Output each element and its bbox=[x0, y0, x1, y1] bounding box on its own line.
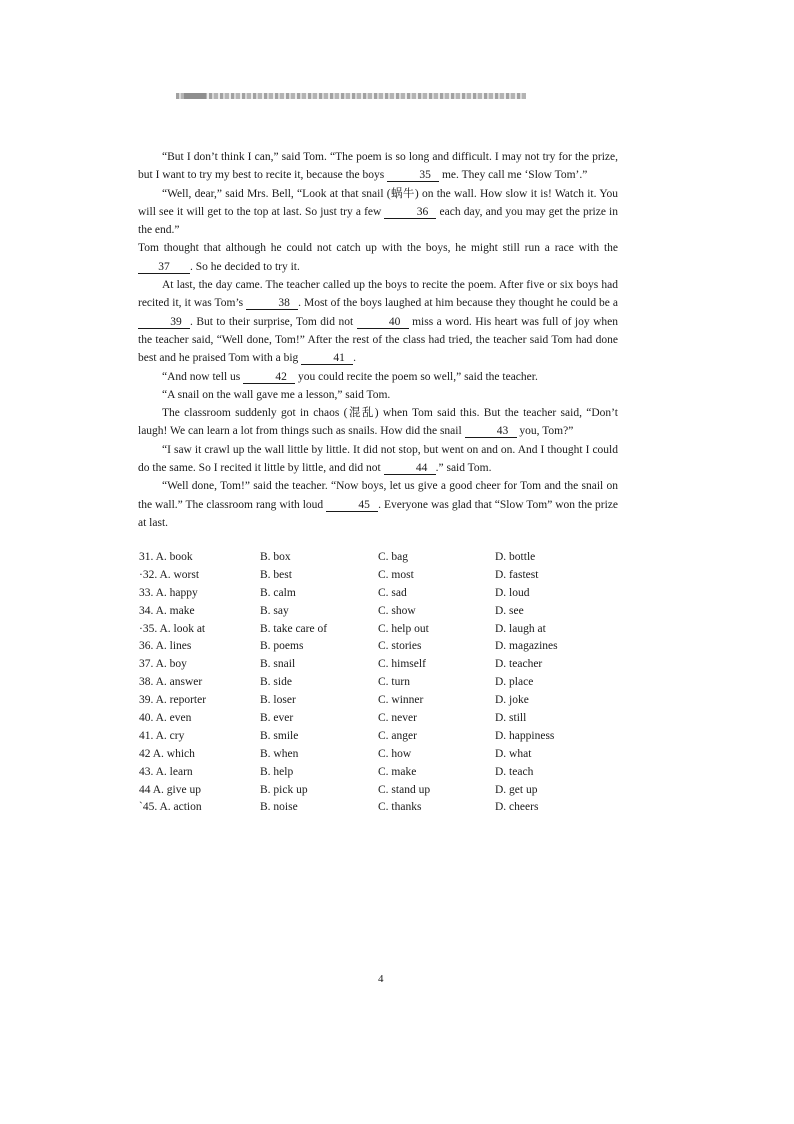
passage-text: “And now tell us bbox=[162, 370, 244, 383]
option-a: 42 A. which bbox=[139, 747, 195, 760]
option-a: 43. A. learn bbox=[139, 765, 193, 778]
passage-text: . Most of the boys laughed at him because they thought he could be a bbox=[298, 297, 618, 310]
option-b: B. ever bbox=[260, 712, 294, 725]
scan-header-artifact bbox=[176, 93, 526, 99]
reading-passage bbox=[138, 148, 618, 532]
passage-text: me. They call me ‘Slow Tom’.” bbox=[439, 169, 588, 182]
option-d: D. magazines bbox=[495, 640, 558, 653]
option-d: D. loud bbox=[495, 586, 530, 599]
passage-paragraph bbox=[138, 477, 618, 532]
option-a: ·32. A. worst bbox=[139, 568, 200, 581]
passage-text: “But I don’t think I can,” said Tom. “The poem is so long and difficult. I may not try for the prize, but I want to try my best to recite it, because the boys bbox=[138, 151, 618, 182]
option-a: 39. A. reporter bbox=[139, 694, 207, 707]
question-row bbox=[139, 587, 619, 605]
answer-options bbox=[139, 551, 619, 819]
passage-paragraph bbox=[138, 148, 618, 185]
option-a: 44 A. give up bbox=[139, 783, 201, 796]
answer-blank: 37 bbox=[138, 261, 190, 274]
answer-blank: 44 bbox=[384, 462, 436, 475]
passage-paragraph bbox=[138, 386, 618, 404]
option-c: C. most bbox=[378, 568, 414, 581]
option-a: 40. A. even bbox=[139, 712, 192, 725]
option-a: 34. A. make bbox=[139, 604, 195, 617]
option-a: 38. A. answer bbox=[139, 676, 203, 689]
option-c: C. sad bbox=[378, 586, 407, 599]
option-c: C. help out bbox=[378, 622, 429, 635]
option-d: D. see bbox=[495, 604, 524, 617]
option-b: B. snail bbox=[260, 658, 296, 671]
option-b: B. help bbox=[260, 765, 294, 778]
answer-blank: 40 bbox=[357, 316, 409, 329]
answer-blank: 39 bbox=[138, 316, 190, 329]
passage-paragraph bbox=[138, 404, 618, 441]
passage-text: Tom thought that although he could not catch up with the boys, he might still run a race with the bbox=[138, 242, 618, 255]
passage-paragraph bbox=[138, 239, 618, 276]
option-c: C. thanks bbox=[378, 801, 422, 814]
option-b: B. when bbox=[260, 747, 299, 760]
passage-text: The classroom suddenly got in chaos (混乱) when Tom said this. But the teacher said, “Don’t laugh! We can learn a lot from things such as snails. How did the snail bbox=[138, 407, 618, 438]
question-row bbox=[139, 551, 619, 569]
option-b: B. loser bbox=[260, 694, 296, 707]
question-row bbox=[139, 801, 619, 819]
passage-text: .” said Tom. bbox=[435, 462, 492, 475]
question-row bbox=[139, 658, 619, 676]
option-c: C. stand up bbox=[378, 783, 431, 796]
option-b: B. best bbox=[260, 568, 292, 581]
option-a: 37. A. boy bbox=[139, 658, 187, 671]
page-number: 4 bbox=[378, 973, 384, 985]
option-d: D. what bbox=[495, 747, 532, 760]
question-row bbox=[139, 730, 619, 748]
option-b: B. smile bbox=[260, 729, 299, 742]
question-row bbox=[139, 676, 619, 694]
option-c: C. bag bbox=[378, 551, 409, 563]
passage-text: . bbox=[353, 352, 357, 365]
passage-text: “A snail on the wall gave me a lesson,” said Tom. bbox=[162, 388, 391, 401]
option-c: C. anger bbox=[378, 729, 417, 742]
option-c: C. himself bbox=[378, 658, 426, 671]
option-a: 31. A. book bbox=[139, 551, 193, 563]
option-c: C. how bbox=[378, 747, 412, 760]
passage-text: you could recite the poem so well,” said the teacher. bbox=[295, 370, 538, 383]
passage-text: you, Tom?” bbox=[516, 425, 574, 438]
question-row bbox=[139, 640, 619, 658]
option-c: C. turn bbox=[378, 676, 410, 689]
question-row bbox=[139, 623, 619, 641]
option-d: D. cheers bbox=[495, 801, 539, 814]
option-c: C. make bbox=[378, 765, 417, 778]
passage-text: each day, and you may get the prize in the end.” bbox=[138, 205, 618, 237]
passage-paragraph bbox=[138, 368, 618, 386]
passage-text: At last, the day came. The teacher called up the boys to recite the poem. After five or six boys had recited it, it was Tom’s bbox=[138, 279, 618, 310]
option-a: 33. A. happy bbox=[139, 586, 198, 599]
option-c: C. stories bbox=[378, 640, 422, 653]
option-d: D. fastest bbox=[495, 568, 539, 581]
option-b: B. noise bbox=[260, 801, 298, 814]
option-b: B. say bbox=[260, 604, 289, 617]
question-row bbox=[139, 748, 619, 766]
option-a: 36. A. lines bbox=[139, 640, 192, 653]
option-b: B. pick up bbox=[260, 783, 308, 796]
option-d: D. bottle bbox=[495, 551, 536, 563]
answer-blank: 42 bbox=[243, 371, 295, 384]
passage-paragraph bbox=[138, 441, 618, 478]
option-b: B. calm bbox=[260, 586, 296, 599]
option-b: B. poems bbox=[260, 640, 304, 653]
passage-text: . So he decided to try it. bbox=[190, 260, 300, 273]
option-c: C. never bbox=[378, 712, 417, 725]
question-row bbox=[139, 766, 619, 784]
question-row bbox=[139, 712, 619, 730]
passage-text: “Well, dear,” said Mrs. Bell, “Look at that snail (蜗牛) on the wall. How slow it is! Watch it. You will see it will get to the top at last. So just try a few bbox=[138, 187, 618, 218]
passage-paragraph bbox=[138, 185, 618, 240]
passage-paragraph bbox=[138, 276, 618, 367]
option-a: 41. A. cry bbox=[139, 729, 185, 742]
question-row bbox=[139, 605, 619, 623]
answer-blank: 45 bbox=[326, 499, 378, 512]
passage-text: . But to their surprise, Tom did not bbox=[190, 315, 357, 328]
passage-text: . Everyone was glad that “Slow Tom” won the prize at last. bbox=[138, 498, 618, 529]
answer-blank: 36 bbox=[384, 206, 436, 219]
option-c: C. show bbox=[378, 604, 416, 617]
passage-text: “I saw it crawl up the wall little by little. It did not stop, but went on and on. And I thought I could do the same. So I recited it little by little, and did not bbox=[138, 443, 618, 475]
option-b: B. side bbox=[260, 676, 292, 689]
option-d: D. place bbox=[495, 676, 534, 689]
option-d: D. get up bbox=[495, 783, 538, 796]
question-row bbox=[139, 569, 619, 587]
answer-blank: 35 bbox=[387, 169, 439, 182]
option-a: `45. A. action bbox=[139, 801, 202, 814]
option-d: D. happiness bbox=[495, 729, 555, 742]
question-row bbox=[139, 694, 619, 712]
option-b: B. box bbox=[260, 551, 291, 563]
option-d: D. laugh at bbox=[495, 622, 546, 635]
option-b: B. take care of bbox=[260, 622, 328, 635]
answer-blank: 41 bbox=[301, 352, 353, 365]
option-d: D. joke bbox=[495, 694, 529, 707]
question-row bbox=[139, 784, 619, 802]
answer-blank: 38 bbox=[246, 297, 298, 310]
option-d: D. teach bbox=[495, 765, 534, 778]
option-d: D. still bbox=[495, 712, 527, 725]
option-a: ·35. A. look at bbox=[139, 622, 206, 635]
answer-blank: 43 bbox=[465, 425, 517, 438]
option-c: C. winner bbox=[378, 694, 424, 707]
option-d: D. teacher bbox=[495, 658, 543, 671]
passage-text: miss a word. His heart was full of joy when the teacher said, “Well done, Tom!” After the rest of the class had tried, the teacher said Tom had done best and he praised Tom with a big bbox=[138, 315, 618, 365]
passage-text: “Well done, Tom!” said the teacher. “Now boys, let us give a good cheer for Tom and the snail on the wall.” The classroom rang with loud bbox=[138, 480, 618, 511]
